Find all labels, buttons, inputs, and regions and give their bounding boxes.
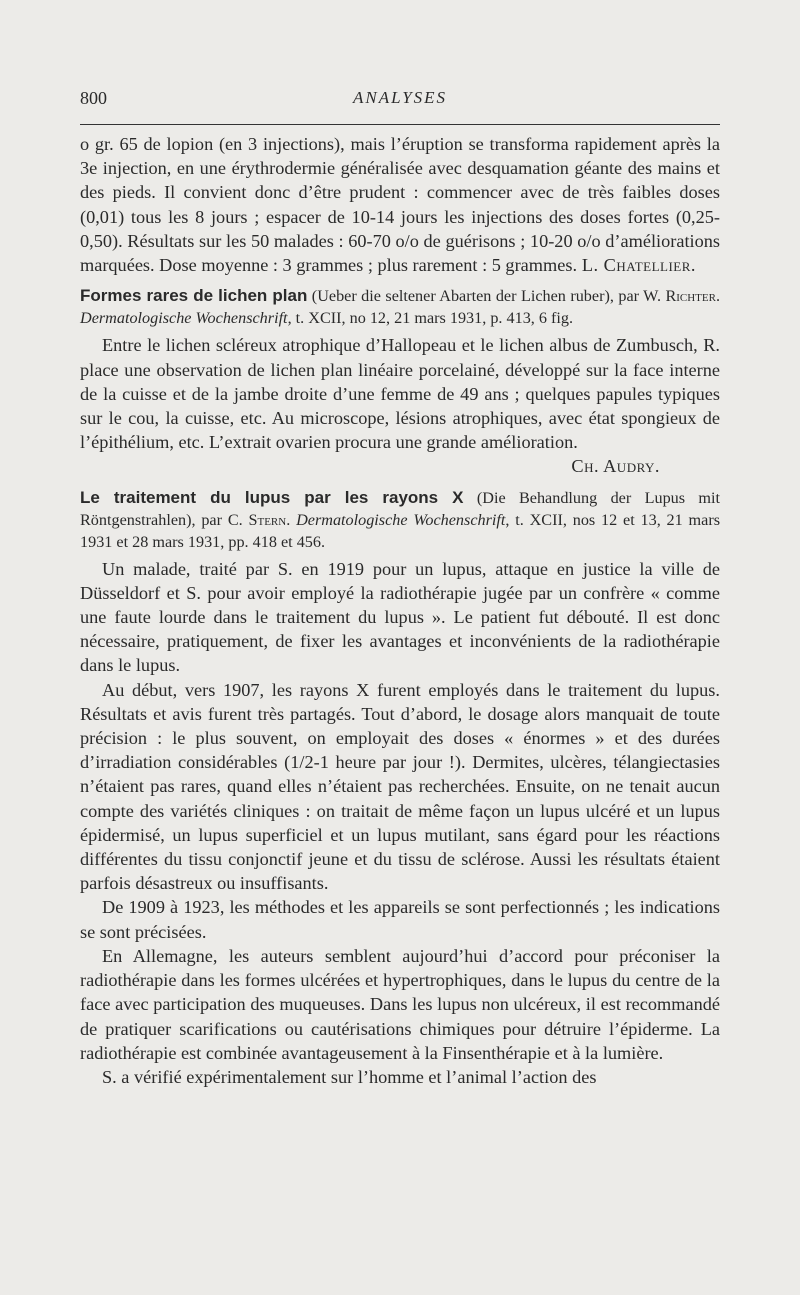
entry-ref: , t. XCII, nos 12 et 13, 21 mars 1931 et 28 mars 1931, pp. 418 et 456.	[80, 510, 721, 551]
entry-title: Formes rares de lichen plan	[80, 286, 308, 306]
entry-ref: (Die Behandlung der Lupus mit Röntgenstrahlen), par C.	[80, 488, 720, 529]
entry-heading	[80, 285, 720, 329]
entry-author: Stern	[248, 510, 287, 529]
intro-signature: L. Chatellier.	[581, 255, 696, 276]
page-number: 800	[80, 88, 107, 108]
article-body	[80, 132, 720, 1089]
entry-title: Le traitement du lupus par les rayons X	[80, 487, 464, 507]
entry-paragraph: Au début, vers 1907, les rayons X furent employés dans le traitement du lupus. Résultats et avis furent très partagés. Tout d’abord, le dosage alors manquait de toute précision : le plus souvent, on employait des doses « énormes » et des durées d’irradiation considérables (1/2-1 heure par jour !). Dermites, ulcères, télangiectasies n’étaient pas rares, quand elles n’étaient pas recherchées. Ensuite, on ne tenait aucun compte des variétés cliniques : on traitait de même façon un lupus ulcéré et un lupus épidermisé, un lupus superficiel et un lupus mutilant, sans égard pour les réactions différentes du tissu conjonctif jeune et du tissu de sclérose. Aussi les résultats étaient parfois désastreux ou insuffisants.	[80, 679, 720, 894]
entry-signature: Ch. Audry.	[571, 456, 660, 477]
entry-paragraph: Un malade, traité par S. en 1919 pour un lupus, attaque en justice la ville de Düsseldorf et S. pour avoir employé la radiothérapie jugée par un confrère « comme une faute lourde dans le traitement du lupus ». Le patient fut débouté. Il est donc nécessaire, pratiquement, de fixer les avantages et inconvénients de la radiothérapie dans le lupus.	[80, 558, 720, 676]
review-entry-lupus	[80, 487, 720, 1089]
entry-author: Richter	[665, 287, 716, 306]
journal-name: Dermatologische Wochenschrift	[296, 510, 506, 529]
running-title: ANALYSES	[352, 88, 448, 107]
page-header	[80, 88, 720, 112]
intro-block	[80, 132, 720, 277]
header-rule	[80, 124, 720, 125]
entry-paragraph: S. a vérifié expérimentalement sur l’homme et l’animal l’action des	[102, 1066, 597, 1087]
entry-paragraph: En Allemagne, les auteurs semblent aujourd’hui d’accord pour préconiser la radiothérapie dans les formes ulcérées et hypertrophiques, dans le lupus du centre de la face avec participation des muqueuses. Dans les lupus non ulcéreux, il est recommandé de pratiquer scarifications ou cautérisations chimiques pour détruire l’épiderme. La radiothérapie est combinée avantageusement à la Finsenthérapie et à la lumière.	[80, 945, 720, 1063]
entry-paragraph: Entre le lichen scléreux atrophique d’Hallopeau et le lichen albus de Zumbusch, R. place une observation de lichen plan linéaire porcelainé, développé sur la face interne de la cuisse et de la jambe droite d’une femme de 49 ans ; quelques papules typiques sur le cou, la cuisse, etc. Au microscope, lésions atrophiques, avec état spongieux de l’épithélium, etc. L’extrait ovarien procura une grande amélioration.	[80, 335, 720, 453]
entry-ref: .	[715, 287, 721, 306]
journal-name: Dermatologische Wochenschrift	[80, 309, 288, 328]
entry-paragraph: De 1909 à 1923, les méthodes et les appareils se sont perfectionnés ; les indications se sont précisées.	[80, 897, 720, 942]
entry-ref: , t. XCII, no 12, 21 mars 1931, p. 413, 6 fig.	[287, 309, 574, 328]
entry-ref: .	[286, 510, 297, 529]
review-entry-lichen	[80, 285, 720, 478]
intro-text: o gr. 65 de lopion (en 3 injections), mais l’éruption se transforma rapidement après la 3e injection, en une érythrodermie généralisée avec desquamation géante des mains et des pieds. Il convient donc d’être prudent : commencer avec de très faibles doses (0,01) tous les 8 jours ; espacer de 10-14 jours les injections des doses fortes (0,25-0,50). Résultats sur les 50 malades : 60-70 o/o de guérisons ; 10-20 o/o d’améliorations marquées. Dose moyenne : 3 grammes ; plus rarement : 5 grammes.	[80, 134, 720, 276]
entry-heading	[80, 487, 720, 553]
entry-ref: (Ueber die seltener Abarten der Lichen ruber), par W.	[307, 287, 666, 306]
